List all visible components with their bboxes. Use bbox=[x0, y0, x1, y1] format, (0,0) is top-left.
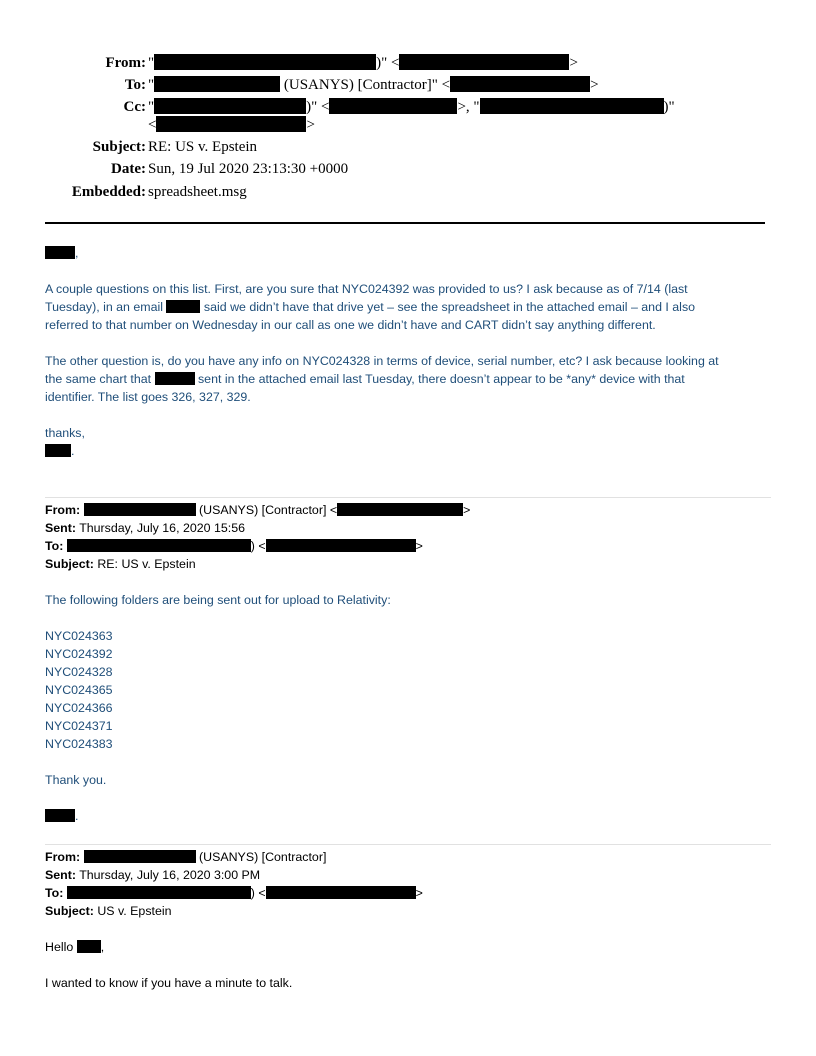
cc-value-cont: < > bbox=[148, 117, 315, 133]
date-row bbox=[0, 159, 816, 179]
redaction-block bbox=[337, 503, 463, 516]
redaction-block bbox=[45, 809, 75, 822]
folder-item: NYC024366 bbox=[45, 701, 113, 715]
to-row bbox=[0, 75, 816, 95]
message1-closing: thanks, bbox=[45, 426, 85, 440]
date-label: Date: bbox=[111, 161, 146, 177]
message3-subject-row: Subject: US v. Epstein bbox=[45, 904, 172, 918]
to-affiliation: (USANYS) [Contractor]" bbox=[280, 77, 438, 93]
from-label: From: bbox=[105, 55, 146, 71]
cc-row bbox=[0, 97, 816, 117]
redaction-block bbox=[84, 850, 196, 863]
redaction-block bbox=[480, 98, 664, 114]
folder-item: NYC024328 bbox=[45, 665, 113, 679]
redaction-block bbox=[67, 539, 251, 552]
redaction-block bbox=[154, 76, 280, 92]
message3-greeting: Hello , bbox=[45, 940, 105, 954]
subject-value: RE: US v. Epstein bbox=[148, 139, 258, 155]
message1-signature: . bbox=[45, 442, 74, 460]
message2-signature: . bbox=[45, 807, 78, 825]
from-value: " )" < > bbox=[148, 55, 578, 71]
message2-sent-row: Sent: Thursday, July 16, 2020 15:56 bbox=[45, 521, 245, 535]
message1-para2-line1: The other question is, do you have any info on NYC024328 in terms of device, serial number, etc? I ask because looking at bbox=[45, 354, 719, 368]
message2-to-row: To: ) < > bbox=[45, 539, 423, 553]
embedded-attachment-link[interactable]: spreadsheet.msg bbox=[148, 184, 247, 200]
from-row bbox=[0, 53, 816, 73]
redaction-block bbox=[156, 116, 306, 132]
cc-value: " )" < >, " )" bbox=[148, 99, 675, 115]
message1-para2-line2: the same chart that sent in the attached email last Tuesday, there doesn’t appear to be *any* device with that bbox=[45, 372, 685, 386]
redaction-block bbox=[45, 246, 75, 259]
embedded-label: Embedded: bbox=[71, 184, 146, 200]
message3-sent-row: Sent: Thursday, July 16, 2020 3:00 PM bbox=[45, 868, 261, 882]
message1-para1-line3: referred to that number on Wednesday in our call as one we didn’t have and CART didn’t say anything different. bbox=[45, 318, 656, 332]
cc-row-cont bbox=[0, 115, 816, 135]
message3-to-row: To: ) < > bbox=[45, 886, 423, 900]
embedded-row bbox=[0, 182, 816, 202]
redaction-block bbox=[266, 886, 416, 899]
to-value: " (USANYS) [Contractor]" < > bbox=[148, 77, 599, 93]
redaction-block bbox=[45, 444, 71, 457]
redaction-block bbox=[329, 98, 457, 114]
message2-from-row: From: (USANYS) [Contractor] < > bbox=[45, 503, 471, 517]
redaction-block bbox=[84, 503, 196, 516]
message1-para2-line3: identifier. The list goes 326, 327, 329. bbox=[45, 390, 251, 404]
separator-line bbox=[45, 497, 771, 498]
subject-row bbox=[0, 137, 816, 157]
salutation: , bbox=[45, 244, 78, 262]
redaction-block bbox=[67, 886, 251, 899]
cc-label: Cc: bbox=[123, 99, 146, 115]
subject-label: Subject: bbox=[92, 139, 146, 155]
folder-item: NYC024392 bbox=[45, 647, 113, 661]
message3-body: I wanted to know if you have a minute to talk. bbox=[45, 976, 293, 990]
folder-item: NYC024363 bbox=[45, 629, 113, 643]
redaction-block bbox=[166, 300, 200, 313]
redaction-block bbox=[450, 76, 590, 92]
folder-item: NYC024365 bbox=[45, 683, 113, 697]
redaction-block bbox=[154, 98, 306, 114]
message2-intro: The following folders are being sent out for upload to Relativity: bbox=[45, 593, 391, 607]
folder-item: NYC024371 bbox=[45, 719, 113, 733]
date-value: Sun, 19 Jul 2020 23:13:30 +0000 bbox=[148, 161, 349, 177]
message2-closing: Thank you. bbox=[45, 773, 107, 787]
message1-para1-line1: A couple questions on this list. First, are you sure that NYC024392 was provided to us? I ask because as of 7/14 (last bbox=[45, 282, 688, 296]
to-label: To: bbox=[124, 77, 146, 93]
redaction-block bbox=[155, 372, 195, 385]
redaction-block bbox=[77, 940, 101, 953]
separator-line bbox=[45, 844, 771, 845]
header-divider bbox=[45, 222, 765, 224]
message1-para1-line2: Tuesday), in an email said we didn’t have that drive yet – see the spreadsheet in the attached email – and I also bbox=[45, 300, 696, 314]
message3-from-row: From: (USANYS) [Contractor] bbox=[45, 850, 327, 864]
redaction-block bbox=[154, 54, 376, 70]
message2-subject-row: Subject: RE: US v. Epstein bbox=[45, 557, 196, 571]
redaction-block bbox=[266, 539, 416, 552]
folder-item: NYC024383 bbox=[45, 737, 113, 751]
redaction-block bbox=[399, 54, 569, 70]
